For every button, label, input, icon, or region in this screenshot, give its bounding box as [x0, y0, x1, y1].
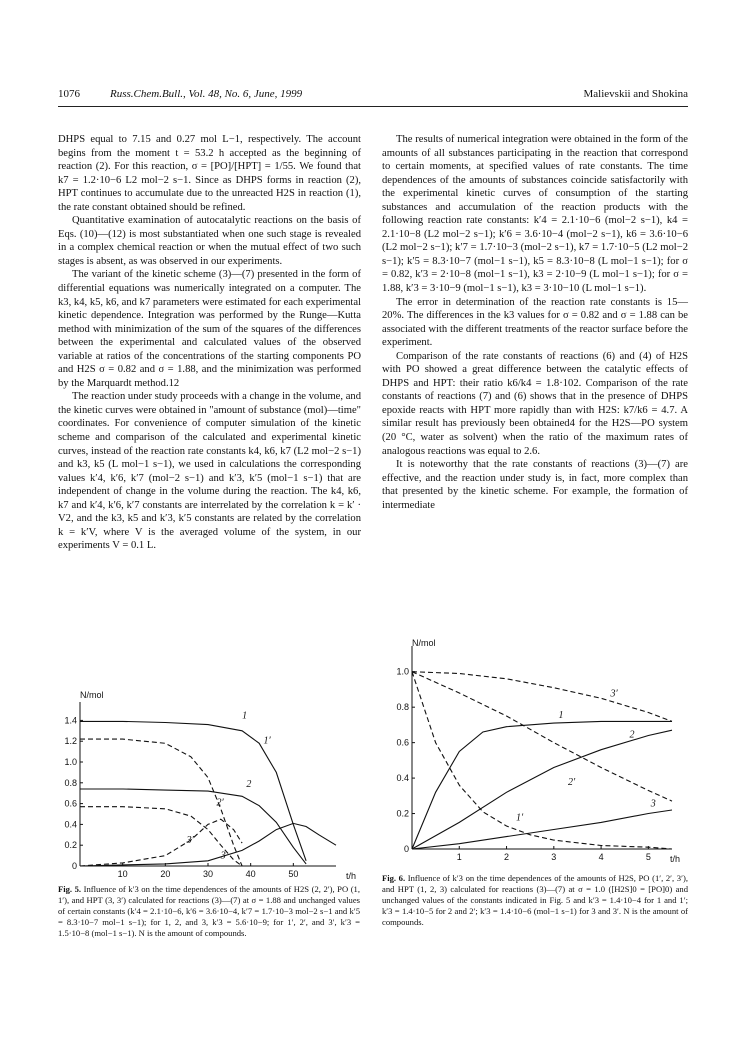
x-tick-label: 20: [160, 869, 171, 879]
x-tick-label: 1: [456, 852, 462, 862]
y-tick-label: 1.4: [64, 715, 77, 726]
journal-title: Russ.Chem.Bull., Vol. 48, No. 6, June, 1999: [110, 88, 303, 100]
curve-label: 3′: [610, 688, 618, 700]
curve-label: 1′: [516, 812, 524, 824]
figure-5-caption: [58, 884, 360, 939]
y-tick-label: 0.6: [396, 737, 409, 748]
series-line-3: [80, 823, 336, 866]
figure-5: [58, 686, 358, 886]
series-line-1′: [412, 672, 672, 849]
x-tick-label: 5: [645, 852, 651, 862]
paragraph: DHPS equal to 7.15 and 0.27 mol L−1, respectively. The account begins from the moment t = 53.2 h accepted as the beginning of reaction (2). For this reaction, σ = [PO]/[HPT] = 1/55. We found that k7 = 1.2·10−6 L2 mol−2 s−1. Since as DHPS forms in reaction (2), HPT continues to accumulate due to the unreacted H2S in reaction (1), the rate constant obtained should be refined.: [58, 134, 361, 213]
y-tick-label: 1.2: [64, 736, 77, 747]
figure-6-caption: [382, 873, 688, 928]
x-tick-label: 3: [551, 852, 557, 862]
x-axis-label: t/h: [670, 854, 681, 864]
series-line-3: [412, 810, 672, 849]
y-tick-label: 0: [403, 844, 409, 854]
caption-label: Fig. 6.: [382, 873, 406, 883]
curve-label: 3: [220, 850, 226, 862]
curve-label: 3′: [186, 835, 194, 847]
page-number: 1076: [58, 88, 80, 100]
y-tick-label: 0.8: [64, 777, 77, 788]
figure-6: [382, 634, 688, 868]
caption-text: Influence of k′3 on the time dependences of the amounts of H2S (2, 2′), PO (1, 1′), and HPT (3, 3′) calculated for reactions (3)—(7) at σ = 1.88 and unchanged values of certain constants (k′4 = 2.1·10−6, k′6 = 3.6·10−4, k′7 = 1.7·10−3 mol−2 s−1 and k′5 = 8.3·10−7 mol−1 s−1); for 1, 2, and 3, k′3 = 5.6·10−9; for 1′, 2′, and 3′, k′3 = 1.5·10−8 (mol−1 s−1). N is the amount of compounds.: [58, 884, 361, 938]
figure-6-plot: [382, 634, 688, 868]
y-tick-label: 0.6: [64, 798, 77, 809]
y-tick-label: 0.4: [64, 819, 77, 830]
y-tick-label: 0.2: [64, 840, 77, 851]
y-tick-label: 1.0: [396, 666, 409, 677]
right-column: [382, 133, 688, 512]
x-tick-label: 2: [504, 852, 510, 862]
x-axis-label: t/h: [346, 871, 357, 881]
running-authors: Malievskii and Shokina: [583, 88, 688, 100]
x-tick-label: 30: [202, 869, 214, 879]
paragraph: The variant of the kinetic scheme (3)—(7) presented in the form of differential equations was numerically integrated on a computer. The k3, k4, k5, k6, and k7 parameters were estimated for each experimental kinetic dependence. Integration was performed by the Runge—Kutta method with minimization of the sum of the squares of the differences between the experimental and calculated values of the observed variable at ratios of the concentrations of the starting components PO and H2S σ = 0.82 and σ = 1.88, and the minimization was performed by the Marquardt method.12: [58, 269, 361, 389]
y-axis-label: N/mol: [412, 638, 436, 648]
y-tick-label: 0: [71, 861, 77, 871]
paragraph: Quantitative examination of autocatalytic reactions on the basis of Eqs. (10)—(12) is most substantiated when one such stage is revealed in a complex chemical reaction or when the mutual effect of two such stages is absent, as was observed in our experiments.: [58, 215, 361, 267]
x-tick-label: 40: [245, 869, 256, 879]
y-tick-label: 0.8: [396, 702, 409, 713]
x-tick-label: 50: [288, 869, 299, 879]
y-tick-label: 0.4: [396, 773, 409, 784]
curve-label: 1: [558, 709, 564, 721]
y-axis-label: N/mol: [80, 690, 104, 700]
curve-label: 2′: [216, 797, 224, 809]
header-rule: [58, 106, 688, 107]
curve-label: 2: [629, 729, 635, 741]
paragraph: The error in determination of the reaction rate constants is 15—20%. The differences in the k3 values for σ = 0.82 and σ = 1.88 can be associated with the different treatments of the reactor surface before the experiment.: [382, 296, 688, 349]
series-line-3′: [412, 672, 672, 722]
curve-label: 3: [650, 798, 656, 810]
series-line-2′: [80, 807, 242, 866]
caption-text: Influence of k′3 on the time dependences of the amounts of H2S, PO (1′, 2′, 3′), and HPT (1, 2, 3) calculated for reactions (3)—(7) at σ = 1.0 ([H2S]0 = [PO]0) and unchanged values of the constants indicated in Fig. 5 and k′3 = 1.4·10−4 for 1 and 1′; k′3 = 1.4·10−5 for 2 and 2′; k′3 = 1.4·10−6 (mol−1 s−1) for 3 and 3′. N is the amount of compounds.: [382, 873, 688, 927]
series-line-2: [80, 789, 306, 864]
figure-5-plot: [58, 686, 358, 886]
paragraph: It is noteworthy that the rate constants of reactions (3)—(7) are effective, and the reaction under study is, in fact, more complex than that presented by the kinetic scheme. For example, the formation of intermediate: [382, 459, 688, 511]
x-tick-label: 10: [117, 869, 128, 879]
paragraph: The results of numerical integration were obtained in the form of the amounts of all substances participating in the reaction that correspond to certain moments, at specified values of rate constants. The time dependences of the amounts of substances coincide satisfactorily with the experimental kinetic curves of consumption of the starting substances and accumulation of the reaction products with the following reaction rate constants: k′4 = 2.1·10−6 (mol−2 s−1), k4 = 2.1·10−8 (L2 mol−2 s−1); k′6 = 3.6·10−4 (mol−2 s−1), k6 = 3.6·10−6 (L2 mol−2 s−1); k′7 = 1.7·10−3 (mol−2 s−1), k7 = 1.7·10−5 (L2 mol−2 s−1); k′5 = 8.3·10−7 (mol−1 s−1), k5 = 8.3·10−8 (L mol−1 s−1); for σ = 0.82, k′3 = 2·10−8 (mol−1 s−1), k3 = 2·10−9 (L mol−1 s−1); for σ = 1.88, k′3 = 3·10−9 (mol−1 s−1), k3 = 3·10−10 (L mol−1 s−1).: [382, 134, 688, 295]
y-tick-label: 1.0: [64, 757, 77, 767]
series-line-3′: [80, 819, 242, 866]
curve-label: 2′: [568, 777, 576, 789]
left-column: [58, 133, 361, 553]
y-tick-label: 0.2: [396, 808, 409, 819]
paragraph: Comparison of the rate constants of reactions (6) and (4) of H2S with PO showed a great difference between the catalytic effects of DHPS and HPT: their ratio k6/k4 = 1.8·102. Comparison of the rate constants of reactions (7) and (6) shows that in the presence of DHPS epoxide reacts with HPT more rapidly than with H2S: k7/k6 = 4.7. A similar result has previously been obtained4 for the H2S—PO system (20 °C, water as solvent) when the ratio of the maximum rates of analogous reactions was equal to 2.6.: [382, 350, 688, 457]
curve-label: 2: [246, 778, 252, 790]
paragraph: The reaction under study proceeds with a change in the volume, and the kinetic curves were obtained in "amount of substance (mol)—time" coordinates. For convenience of computer simulation of the kinetic scheme and comparison of the calculated and experimental kinetic curves, instead of the reaction rate constants k4, k6, k7 (L2 mol−2 s−1) and k3, k5 (L mol−1 s−1), we used in calculations the corresponding values k′4, k′6, k′7 (mol−2 s−1) and k′3, k′5 (mol−1 s−1) that are independent of change in the volume during the reaction. The k4, k6, k7 and k′4, k′6, k′7 constants are interrelated by the correlation k = k′ · V2, and the k3, k5 and k′3, k′5 constants are related by the correlation k = k′V, where V is the averaged volume of the system, in our experiments V = 0.1 L.: [58, 391, 361, 552]
page-header: [58, 88, 688, 104]
caption-label: Fig. 5.: [58, 884, 82, 894]
curve-label: 1: [242, 710, 248, 722]
curve-label: 1′: [263, 735, 271, 747]
x-tick-label: 4: [598, 852, 604, 862]
